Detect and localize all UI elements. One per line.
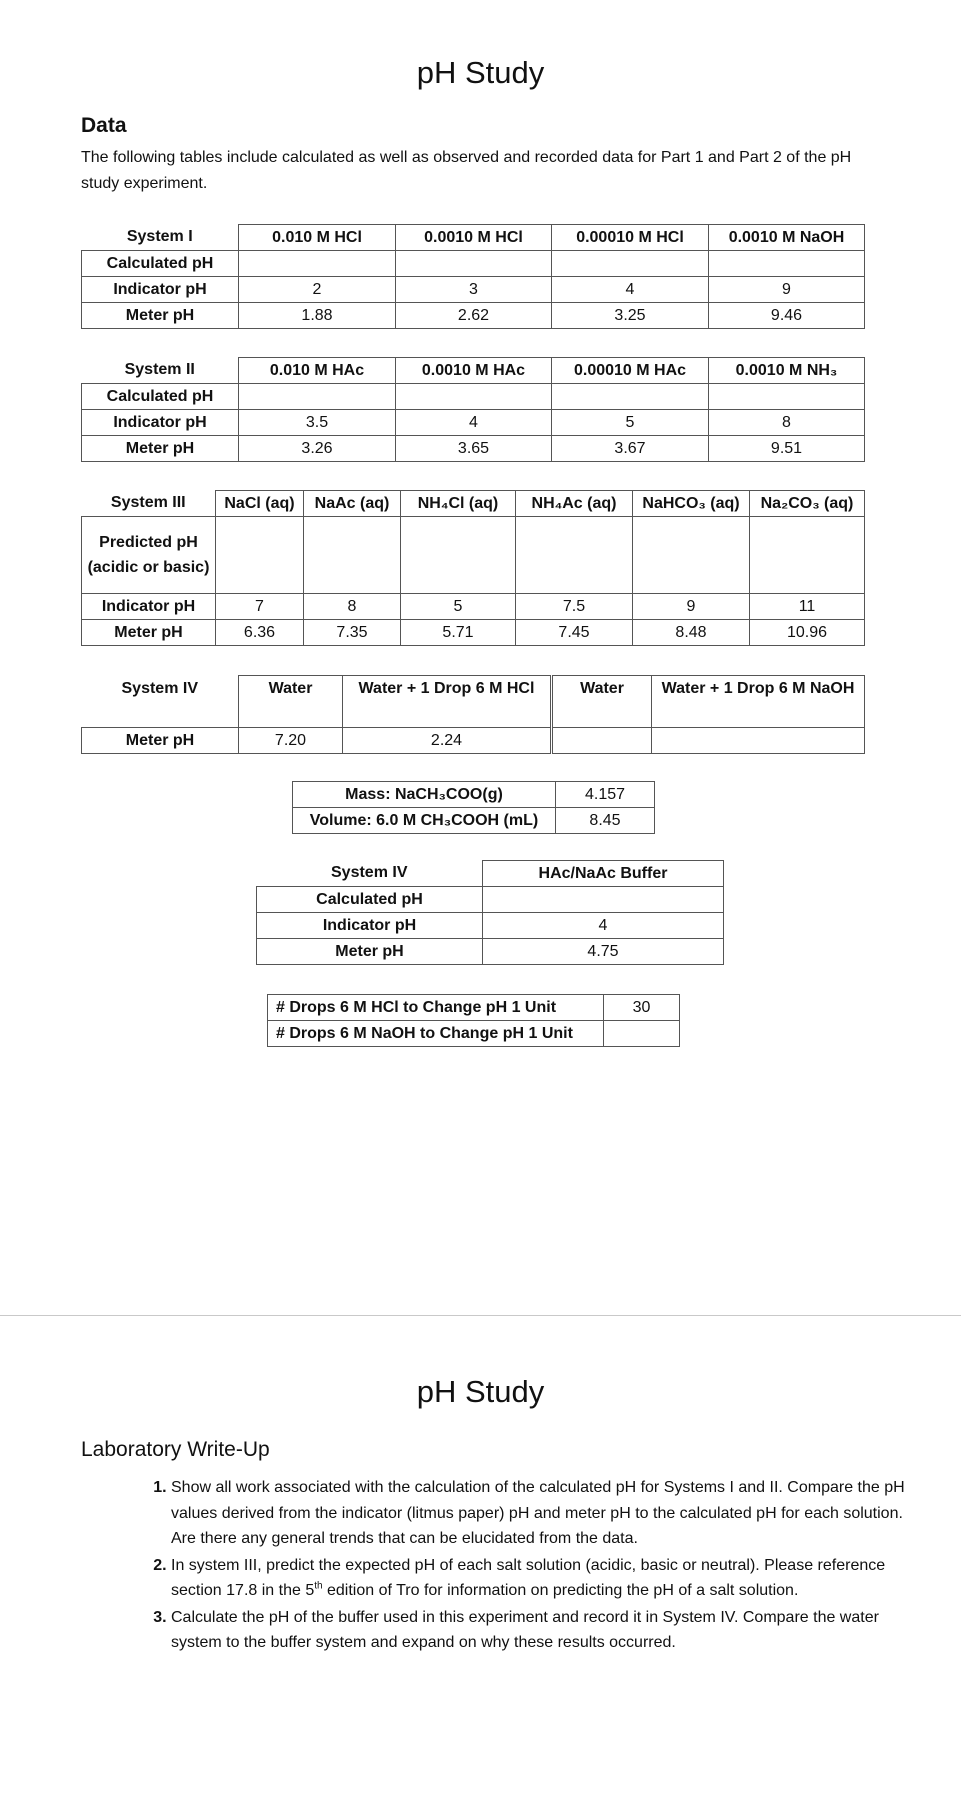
row-label: Meter pH: [82, 728, 239, 754]
table-row: [82, 436, 865, 462]
column-header: Na₂CO₃ (aq): [750, 491, 865, 517]
table-cell: 2: [239, 277, 396, 303]
column-header: 0.0010 M HAc: [396, 358, 552, 384]
buffer-table: [256, 860, 724, 965]
table-row: [82, 251, 865, 277]
table-cell: [239, 251, 396, 277]
table-cell: [750, 517, 865, 594]
list-item: 3. Calculate the pH of the buffer used in this experiment and record it in System IV. Compare the water system to the buffer system and expand on why these results occurred.: [171, 1605, 911, 1656]
table-cell: 30: [604, 995, 680, 1021]
row-label: Meter pH: [82, 436, 239, 462]
table-cell: 9: [709, 277, 865, 303]
table-cell: 7.20: [239, 728, 343, 754]
drops-table: [267, 994, 680, 1047]
table-cell: [552, 728, 652, 754]
table-cell: [483, 887, 724, 913]
table-cell: 10.96: [750, 620, 865, 646]
row-label: Meter pH: [257, 939, 483, 965]
list-item: 1. Show all work associated with the calculation of the calculated pH for Systems I and II. Compare the pH values derived from the indicator (litmus paper) pH and meter pH to the calculated pH for each solution. Are there any general trends that can be elucidated from the data.: [171, 1475, 911, 1552]
page-title: pH Study: [416, 1374, 545, 1409]
table-cell: [552, 384, 709, 410]
table-cell: [604, 1021, 680, 1047]
table-cell: 4.157: [556, 782, 655, 808]
table-row: [82, 225, 865, 251]
table-cell: [652, 728, 865, 754]
table-cell: [401, 517, 516, 594]
system-label: System IV: [331, 864, 408, 882]
column-header: Water + 1 Drop 6 M HCl: [343, 676, 552, 728]
table-cell: 8.48: [633, 620, 750, 646]
table-cell: 8: [304, 594, 401, 620]
system-label: System II: [124, 361, 195, 379]
table-cell: 7.45: [516, 620, 633, 646]
table-cell: 5.71: [401, 620, 516, 646]
column-header: HAc/NaAc Buffer: [483, 861, 724, 887]
row-label: Predicted pH (acidic or basic): [82, 517, 216, 594]
table-row: [257, 861, 724, 887]
column-header: 0.0010 M NH₃: [709, 358, 865, 384]
table-cell: 3.67: [552, 436, 709, 462]
row-label: Mass: NaCH₃COO(g): [293, 782, 556, 808]
write-up-heading: Laboratory Write-Up: [81, 1438, 270, 1461]
system-1-table: [81, 224, 865, 329]
column-header: NaHCO₃ (aq): [633, 491, 750, 517]
data-heading: Data: [81, 114, 127, 137]
column-header: 0.010 M HAc: [239, 358, 396, 384]
table-cell: 4.75: [483, 939, 724, 965]
table-cell: 3.5: [239, 410, 396, 436]
row-label: Indicator pH: [257, 913, 483, 939]
list-item-text: edition of Tro for information on predicting the pH of a salt solution.: [322, 1582, 799, 1599]
page-title: pH Study: [416, 55, 545, 90]
system-4-water-table: [81, 675, 865, 754]
column-header: 0.00010 M HCl: [552, 225, 709, 251]
table-row: [82, 358, 865, 384]
column-header: 0.0010 M HCl: [396, 225, 552, 251]
column-header: NaAc (aq): [304, 491, 401, 517]
table-row: [268, 1021, 680, 1047]
table-cell: 6.36: [216, 620, 304, 646]
row-label: Calculated pH: [82, 384, 239, 410]
table-cell: 4: [396, 410, 552, 436]
table-row: [82, 491, 865, 517]
row-label: # Drops 6 M HCl to Change pH 1 Unit: [268, 995, 604, 1021]
table-cell: 8: [709, 410, 865, 436]
system-label: System III: [110, 494, 186, 512]
system-label: System I: [126, 228, 193, 246]
row-label: Indicator pH: [82, 594, 216, 620]
column-header: NH₄Ac (aq): [516, 491, 633, 517]
table-cell: [239, 384, 396, 410]
table-cell: [516, 517, 633, 594]
table-cell: 4: [483, 913, 724, 939]
table-cell: 7: [216, 594, 304, 620]
table-cell: 3.25: [552, 303, 709, 329]
table-cell: [396, 384, 552, 410]
table-cell: 4: [552, 277, 709, 303]
list-item: [171, 1553, 911, 1604]
row-label: Meter pH: [82, 303, 239, 329]
column-header: Water: [552, 676, 652, 728]
table-cell: 3: [396, 277, 552, 303]
table-cell: 3.26: [239, 436, 396, 462]
table-row: [82, 594, 865, 620]
system-3-table: [81, 490, 865, 646]
row-label: Indicator pH: [82, 410, 239, 436]
table-row: [82, 303, 865, 329]
column-header: Water + 1 Drop 6 M NaOH: [652, 676, 865, 728]
table-row: [257, 939, 724, 965]
page-2: [0, 1317, 961, 1810]
questions-list: [125, 1475, 911, 1657]
table-cell: [216, 517, 304, 594]
table-row: [257, 913, 724, 939]
column-header: Water: [239, 676, 343, 728]
table-cell: [304, 517, 401, 594]
system-2-table: [81, 357, 865, 462]
table-row: [82, 277, 865, 303]
row-label: Meter pH: [82, 620, 216, 646]
table-cell: 8.45: [556, 808, 655, 834]
table-cell: 1.88: [239, 303, 396, 329]
table-row: [268, 995, 680, 1021]
table-row: [82, 676, 865, 728]
column-header: 0.0010 M NaOH: [709, 225, 865, 251]
table-cell: 9: [633, 594, 750, 620]
column-header: 0.00010 M HAc: [552, 358, 709, 384]
row-label: Calculated pH: [82, 251, 239, 277]
table-row: [257, 887, 724, 913]
intro-paragraph: The following tables include calculated as well as observed and recorded data for Part 1 and Part 2 of the pH study experiment.: [81, 149, 852, 192]
table-cell: [709, 251, 865, 277]
table-cell: [552, 251, 709, 277]
column-header: NH₄Cl (aq): [401, 491, 516, 517]
row-label: Calculated pH: [257, 887, 483, 913]
table-cell: 11: [750, 594, 865, 620]
column-header: 0.010 M HCl: [239, 225, 396, 251]
system-label: System IV: [121, 679, 198, 697]
table-cell: 9.51: [709, 436, 865, 462]
table-row: [82, 410, 865, 436]
mass-volume-table: [292, 781, 655, 834]
table-cell: 2.24: [343, 728, 552, 754]
table-row: [293, 808, 655, 834]
table-cell: [396, 251, 552, 277]
table-row: [82, 384, 865, 410]
row-label: # Drops 6 M NaOH to Change pH 1 Unit: [268, 1021, 604, 1047]
page-divider: [0, 1315, 961, 1316]
table-row: [82, 620, 865, 646]
table-row: [82, 728, 865, 754]
row-label: Indicator pH: [82, 277, 239, 303]
table-cell: 5: [401, 594, 516, 620]
table-cell: 2.62: [396, 303, 552, 329]
superscript: th: [314, 1580, 323, 1592]
table-row: [82, 517, 865, 594]
column-header: NaCl (aq): [216, 491, 304, 517]
table-cell: 7.5: [516, 594, 633, 620]
list-item-text: In system III, predict the expected pH of each salt solution (acidic, basic or neutral). Please reference section 17.8 in the 5: [171, 1556, 886, 1599]
table-cell: [633, 517, 750, 594]
table-cell: 9.46: [709, 303, 865, 329]
table-cell: [709, 384, 865, 410]
table-cell: 7.35: [304, 620, 401, 646]
table-cell: 3.65: [396, 436, 552, 462]
table-cell: 5: [552, 410, 709, 436]
row-label: Volume: 6.0 M CH₃COOH (mL): [293, 808, 556, 834]
table-row: [293, 782, 655, 808]
